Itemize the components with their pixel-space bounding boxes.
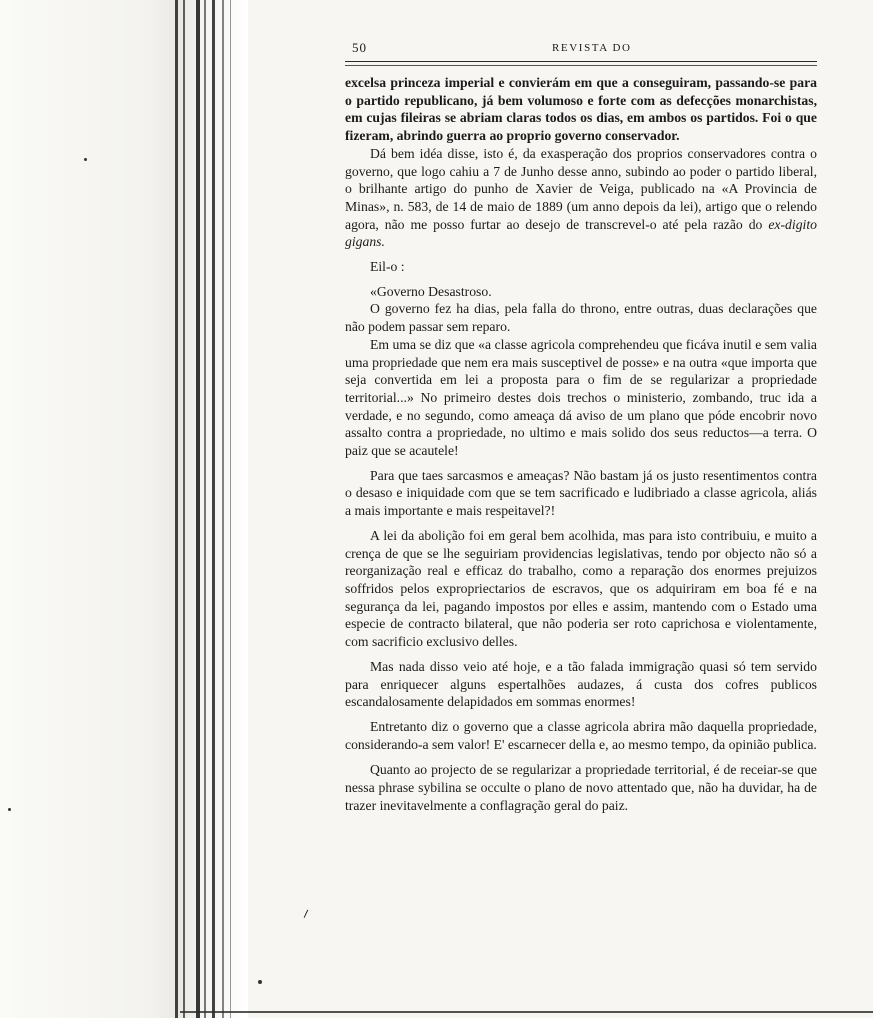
paragraph: O governo fez ha dias, pela falla do throno, entre outras, duas declarações que não podem passar sem reparo. — [345, 301, 817, 335]
paragraph: excelsa princeza imperial e convierám em que a conseguiram, passando-se para o partido republicano, já bem volumoso e forte com as defecções monarchistas, em cujas fileiras se abriam claras todos os dias, em ambos os partidos. Foi o que fizeram, abrindo guerra ao proprio governo conservador. — [345, 75, 817, 144]
paragraph-text: Dá bem idéa disse, isto é, da exasperação dos proprios conservadores contra o governo, que logo cahiu a 7 de Junho desse anno, subindo ao poder o partido liberal, o brilhante artigo do punho de Xavier de Veiga, publicado na «A Provincia de Minas», n. 583, de 14 de maio de 1889 (um anno depois da lei), artigo que o relendo agora, não me posso furtar ao desejo de transcrevel-o até pela razão do — [345, 145, 817, 232]
quoted-title: «Governo Desastroso. — [370, 283, 492, 299]
page-body — [345, 74, 817, 814]
book-gutter — [0, 0, 248, 1018]
scan-bottom-edge — [180, 1011, 873, 1013]
spine-shadow — [183, 0, 185, 1018]
spine-shadow — [212, 0, 215, 1018]
scan-speck — [258, 980, 262, 984]
paragraph: Quanto ao projecto de se regularizar a propriedade territorial, é de receiar-se que nessa phrase sybilina se occulte o plano de novo attentado que, não ha duvidar, ha de trazer inevitavelmente a conflagração geral do paiz. — [345, 762, 817, 813]
header-rule — [345, 61, 817, 66]
paragraph: A lei da abolição foi em geral bem acolhida, mas para isto contribuiu, e muito a crença de que se lhe seguiriam providencias legislativas, tendo por objecto não só a reorganização real e efficaz do trabalho, como a reparação dos enormes prejuizos soffridos pelos expropriectarios de escravos, que os adquiriram em boa fé e na segurança da lei, pagando impostos por elles e assim, mantendo com o Estado uma especie de contracto bilateral, que não poderia ser roto caprichosa e violentamente, com sacrificio exclusivo delles. — [345, 527, 817, 650]
page-header — [352, 40, 815, 58]
paragraph: Para que taes sarcasmos e ameaças? Não bastam já os justo resentimentos contra o desaso e iniquidade com que se tem sacrificado e ludibriado a classe agricola, aliás a mais importante e mais respeitavel?! — [345, 467, 817, 519]
paragraph: Entretanto diz o governo que a classe agricola abrira mão daquella propriedade, considerando-a sem valor! E' escarnecer della e, ao mesmo tempo, da opinião publica. — [345, 718, 817, 752]
paragraph — [345, 145, 817, 251]
spine-shadow — [230, 0, 231, 1018]
latin-phrase: ex-digito gigans. — [345, 216, 817, 250]
running-head: REVISTA DO — [552, 42, 632, 54]
spine-shadow — [204, 0, 206, 1018]
spine-shadow — [175, 0, 178, 1018]
margin-mark: ⸝ — [296, 899, 313, 921]
spine-shadow — [196, 0, 200, 1018]
paragraph: Eil-o : — [370, 259, 405, 275]
paragraph: Em uma se diz que «a classe agricola comprehendeu que ficáva inutil e sem valia uma propriedade que nem era mais susceptivel de posse» e na outra «que importa que seja convertida em lei a proposta para o fim de se regularizar a propriedade territorial...» No primeiro destes dois trechos o ministerio, zombando, truc ida a verdade, e no segundo, como ameaça dá aviso de um plano que póde encobrir novo assalto contra a propriedade, no ultimo e mais solido dos seus reductos—a terra. O paiz que se acautele! — [345, 336, 817, 459]
paragraph: Mas nada disso veio até hoje, e a tão falada immigração quasi só tem servido para enriquecer alguns espertalhões audazes, á custa dos cofres publicos escandalosamente delapidados em sommas enormes! — [345, 658, 817, 710]
page-number: 50 — [352, 40, 367, 55]
scan-speck — [84, 158, 87, 161]
scan-speck — [8, 808, 11, 811]
spine-shadow — [222, 0, 224, 1018]
